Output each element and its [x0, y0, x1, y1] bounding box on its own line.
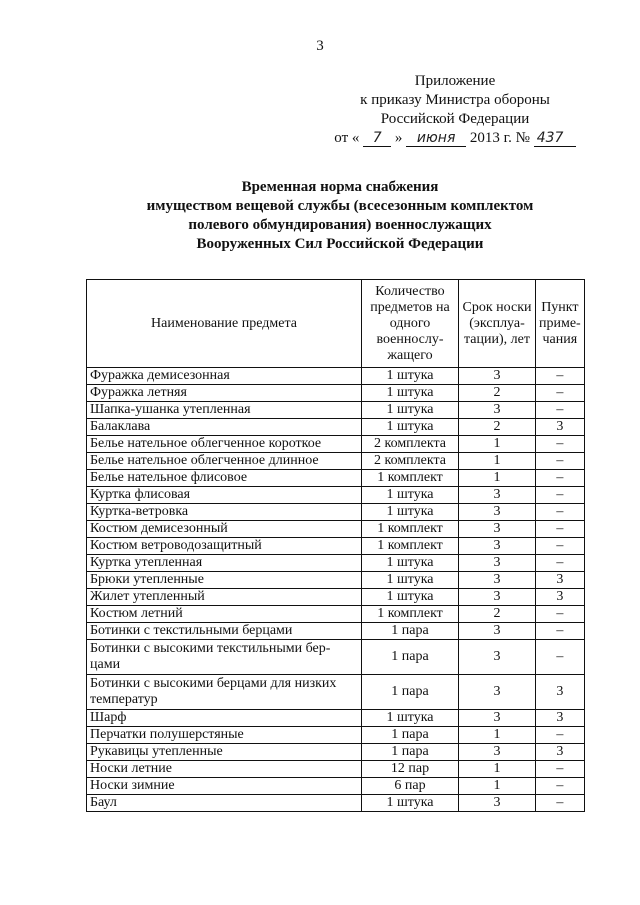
quantity-cell: 1 штука	[362, 710, 459, 727]
order-year: 2013 г. №	[469, 130, 530, 146]
note-cell: –	[536, 795, 585, 812]
table-row	[87, 640, 585, 675]
quantity-cell: 1 штука	[362, 572, 459, 589]
table-row	[87, 504, 585, 521]
wear-term-cell: 3	[459, 487, 536, 504]
wear-term-cell: 1	[459, 436, 536, 453]
note-cell: –	[536, 385, 585, 402]
wear-term-cell: 1	[459, 761, 536, 778]
document-title	[80, 178, 600, 254]
table-row	[87, 795, 585, 812]
wear-term-cell: 3	[459, 402, 536, 419]
table-header-row	[87, 280, 585, 368]
item-name-cell: Белье нательное флисовое	[87, 470, 362, 487]
quantity-cell: 1 штука	[362, 795, 459, 812]
item-name-cell: Жилет утепленный	[87, 589, 362, 606]
wear-term-cell: 2	[459, 385, 536, 402]
table-row	[87, 385, 585, 402]
item-name-cell: Куртка-ветровка	[87, 504, 362, 521]
supply-norm-table	[86, 279, 585, 812]
quantity-cell: 1 штука	[362, 419, 459, 436]
note-cell: 3	[536, 675, 585, 710]
note-cell: –	[536, 487, 585, 504]
quantity-cell: 1 пара	[362, 744, 459, 761]
note-cell: –	[536, 368, 585, 385]
table-row	[87, 606, 585, 623]
title-line1: Временная норма снабжения	[241, 179, 439, 195]
table-row	[87, 761, 585, 778]
item-name-cell: Шарф	[87, 710, 362, 727]
wear-term-cell: 3	[459, 623, 536, 640]
item-name-cell: Куртка флисовая	[87, 487, 362, 504]
note-cell: –	[536, 470, 585, 487]
order-day: 7	[363, 130, 391, 147]
note-cell: –	[536, 640, 585, 675]
title-line4: Вооруженных Сил Российской Федерации	[196, 236, 484, 252]
note-cell: –	[536, 623, 585, 640]
wear-term-cell: 3	[459, 504, 536, 521]
quantity-cell: 1 штука	[362, 487, 459, 504]
note-cell: –	[536, 521, 585, 538]
item-name-cell: Носки зимние	[87, 778, 362, 795]
item-name-cell: Ботинки с высокими текстильными бер-цами	[87, 640, 362, 675]
wear-term-cell: 3	[459, 589, 536, 606]
table-row	[87, 572, 585, 589]
note-cell: –	[536, 453, 585, 470]
wear-term-cell: 3	[459, 744, 536, 761]
item-name-cell: Куртка утепленная	[87, 555, 362, 572]
table-row	[87, 778, 585, 795]
table-row	[87, 710, 585, 727]
quantity-cell: 1 пара	[362, 727, 459, 744]
item-name-cell: Шапка-ушанка утепленная	[87, 402, 362, 419]
table-row	[87, 744, 585, 761]
quantity-cell: 1 пара	[362, 640, 459, 675]
quantity-cell: 1 штука	[362, 555, 459, 572]
table-row	[87, 521, 585, 538]
note-cell: –	[536, 761, 585, 778]
note-cell: –	[536, 402, 585, 419]
note-cell: –	[536, 555, 585, 572]
note-cell: –	[536, 778, 585, 795]
item-name-cell: Баул	[87, 795, 362, 812]
quantity-cell: 1 комплект	[362, 606, 459, 623]
table-row	[87, 675, 585, 710]
note-cell: –	[536, 727, 585, 744]
wear-term-cell: 1	[459, 470, 536, 487]
quantity-cell: 2 комплекта	[362, 453, 459, 470]
note-cell: 3	[536, 744, 585, 761]
header-quantity: Количество предметов на одного военнослу-жащего	[362, 280, 459, 368]
note-cell: –	[536, 436, 585, 453]
table-row	[87, 538, 585, 555]
note-cell: –	[536, 606, 585, 623]
item-name-cell: Ботинки с текстильными берцами	[87, 623, 362, 640]
appendix-line3: Российской Федерации	[380, 111, 530, 127]
table-row	[87, 453, 585, 470]
quantity-cell: 1 комплект	[362, 470, 459, 487]
item-name-cell: Фуражка летняя	[87, 385, 362, 402]
item-name-cell: Перчатки полушерстяные	[87, 727, 362, 744]
item-name-cell: Костюм летний	[87, 606, 362, 623]
item-name-cell: Белье нательное облегченное длинное	[87, 453, 362, 470]
wear-term-cell: 3	[459, 640, 536, 675]
wear-term-cell: 3	[459, 521, 536, 538]
order-date-line	[330, 129, 580, 148]
wear-term-cell: 1	[459, 727, 536, 744]
wear-term-cell: 3	[459, 795, 536, 812]
table-row	[87, 419, 585, 436]
table-row	[87, 623, 585, 640]
quantity-cell: 2 комплекта	[362, 436, 459, 453]
note-cell: 3	[536, 589, 585, 606]
table-row	[87, 368, 585, 385]
table-row	[87, 402, 585, 419]
quantity-cell: 1 комплект	[362, 538, 459, 555]
item-name-cell: Фуражка демисезонная	[87, 368, 362, 385]
order-month: июня	[406, 130, 466, 147]
wear-term-cell: 1	[459, 778, 536, 795]
order-number: 437	[534, 130, 576, 147]
item-name-cell: Костюм ветроводозащитный	[87, 538, 362, 555]
appendix-line2: к приказу Министра обороны	[360, 92, 550, 108]
item-name-cell: Брюки утепленные	[87, 572, 362, 589]
wear-term-cell: 1	[459, 453, 536, 470]
note-cell: 3	[536, 419, 585, 436]
item-name-cell: Костюм демисезонный	[87, 521, 362, 538]
table-body	[87, 368, 585, 812]
wear-term-cell: 2	[459, 419, 536, 436]
order-prefix: от «	[334, 130, 360, 146]
title-line2: имуществом вещевой службы (всесезонным комплектом	[146, 198, 534, 214]
wear-term-cell: 3	[459, 572, 536, 589]
wear-term-cell: 3	[459, 538, 536, 555]
note-cell: 3	[536, 710, 585, 727]
quantity-cell: 1 штука	[362, 504, 459, 521]
table-row	[87, 589, 585, 606]
order-mid: »	[394, 130, 403, 146]
header-item-name: Наименование предмета	[87, 280, 362, 368]
note-cell: 3	[536, 572, 585, 589]
appendix-block	[330, 72, 580, 148]
quantity-cell: 1 штука	[362, 589, 459, 606]
wear-term-cell: 3	[459, 368, 536, 385]
table-row	[87, 436, 585, 453]
quantity-cell: 1 пара	[362, 675, 459, 710]
item-name-cell: Балаклава	[87, 419, 362, 436]
header-wear-term: Срок носки (эксплуа-тации), лет	[459, 280, 536, 368]
quantity-cell: 1 штука	[362, 402, 459, 419]
wear-term-cell: 3	[459, 555, 536, 572]
table-row	[87, 487, 585, 504]
note-cell: –	[536, 504, 585, 521]
quantity-cell: 1 комплект	[362, 521, 459, 538]
table-row	[87, 727, 585, 744]
item-name-cell: Рукавицы утепленные	[87, 744, 362, 761]
page-number: 3	[316, 38, 324, 54]
item-name-cell: Носки летние	[87, 761, 362, 778]
wear-term-cell: 3	[459, 675, 536, 710]
quantity-cell: 1 пара	[362, 623, 459, 640]
table-row	[87, 555, 585, 572]
quantity-cell: 1 штука	[362, 368, 459, 385]
header-note: Пункт приме-чания	[536, 280, 585, 368]
quantity-cell: 1 штука	[362, 385, 459, 402]
note-cell: –	[536, 538, 585, 555]
quantity-cell: 6 пар	[362, 778, 459, 795]
appendix-line1: Приложение	[414, 73, 496, 89]
wear-term-cell: 2	[459, 606, 536, 623]
quantity-cell: 12 пар	[362, 761, 459, 778]
item-name-cell: Ботинки с высокими берцами для низких температур	[87, 675, 362, 710]
wear-term-cell: 3	[459, 710, 536, 727]
table-row	[87, 470, 585, 487]
item-name-cell: Белье нательное облегченное короткое	[87, 436, 362, 453]
title-line3: полевого обмундирования) военнослужащих	[188, 217, 492, 233]
